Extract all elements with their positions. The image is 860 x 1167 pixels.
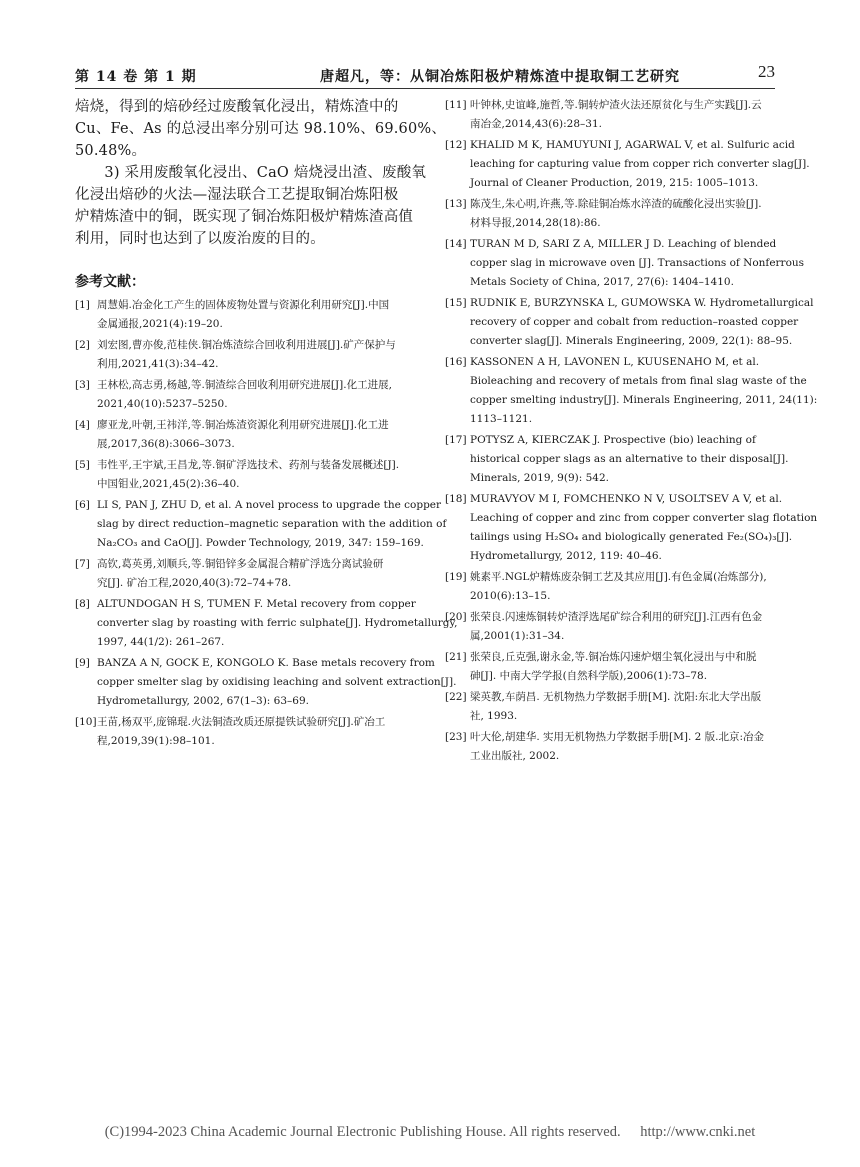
reference-number: [19] — [445, 571, 467, 583]
reference-line: 程,2019,39(1):98–101. — [97, 735, 215, 747]
body-line: 焙烧，得到的焙砂经过废酸氧化浸出，精炼渣中的 — [75, 99, 399, 115]
reference-number: [21] — [445, 651, 467, 663]
reference-line: converter slag by roasting with ferric sulphate[J]. Hydrometallurgy, — [97, 617, 458, 629]
reference-number: [9] — [75, 657, 90, 669]
reference-item — [445, 608, 785, 646]
reference-line: tailings using H₂SO₄ and biologically generated Fe₂(SO₄)₃[J]. — [470, 531, 793, 543]
reference-item — [445, 568, 785, 606]
reference-line: 砷[J]. 中南大学学报(自然科学版),2006(1):73–78. — [470, 670, 708, 682]
body-line: 化浸出焙砂的火法—湿法联合工艺提取铜冶炼阳极 — [75, 187, 399, 203]
reference-line: LI S, PAN J, ZHU D, et al. A novel process to upgrade the copper — [97, 499, 442, 511]
reference-item — [445, 136, 810, 193]
reference-line: Hydrometallurgy, 2012, 119: 40–46. — [470, 550, 662, 562]
copyright-text: (C)1994-2023 China Academic Journal Electronic Publishing House. All rights reserved. — [104, 1124, 621, 1140]
reference-item — [445, 648, 785, 686]
reference-line: 2021,40(10):5237–5250. — [97, 398, 228, 410]
reference-number: [22] — [445, 691, 467, 703]
reference-number: [20] — [445, 611, 467, 623]
reference-line: 究[J]. 矿冶工程,2020,40(3):72–74+78. — [97, 577, 292, 589]
reference-number: [10] — [75, 716, 97, 728]
cnki-link[interactable]: http://www.cnki.net — [640, 1124, 756, 1140]
reference-line: 王苗,杨双平,庞锦琨.火法铜渣改质还原提铁试验研究[J].矿冶工 — [97, 716, 386, 728]
reference-line: 刘宏图,曹亦俊,范桂侠.铜冶炼渣综合回收利用进展[J].矿产保护与 — [97, 339, 396, 351]
reference-line: recovery of copper and cobalt from reduction–roasted copper — [470, 316, 799, 328]
reference-line: 王林松,高志勇,杨越,等.铜渣综合回收利用研究进展[J].化工进展, — [97, 379, 392, 391]
reference-line: 2010(6):13–15. — [470, 590, 551, 602]
reference-item — [75, 376, 433, 414]
reference-item — [75, 336, 433, 374]
reference-number: [3] — [75, 379, 90, 391]
body-line: Cu、Fe、As 的总浸出率分别可达 98.10%、69.60%、 — [75, 121, 447, 137]
reference-number: [23] — [445, 731, 467, 743]
reference-item — [445, 688, 785, 726]
reference-number: [18] — [445, 493, 467, 505]
reference-line: 中国钼业,2021,45(2):36–40. — [97, 478, 240, 490]
header-rule — [75, 88, 775, 89]
reference-line: Minerals, 2019, 9(9): 542. — [470, 472, 609, 484]
reference-item — [75, 713, 433, 751]
reference-number: [7] — [75, 558, 90, 570]
reference-line: copper slag in microwave oven [J]. Transactions of Nonferrous — [470, 257, 805, 269]
reference-line: Leaching of copper and zinc from copper converter slag flotation — [470, 512, 818, 524]
reference-number: [12] — [445, 139, 467, 151]
reference-item — [445, 728, 785, 766]
reference-line: 材料导报,2014,28(18):86. — [470, 217, 601, 229]
reference-line: 梁英教,车荫昌. 无机物热力学数据手册[M]. 沈阳:东北大学出版 — [470, 691, 762, 703]
reference-number: [4] — [75, 419, 90, 431]
reference-line: 属,2001(1):31–34. — [470, 630, 565, 642]
reference-item — [75, 416, 433, 454]
page-number: 23 — [758, 62, 775, 81]
body-line: 利用，同时也达到了以废治废的目的。 — [75, 231, 325, 247]
reference-line: slag by direct reduction–magnetic separation with the addition of — [97, 518, 447, 530]
reference-item — [75, 296, 433, 334]
reference-line: copper smelting industry[J]. Minerals Engineering, 2011, 24(11): — [470, 394, 818, 406]
reference-item — [445, 195, 785, 233]
reference-line: 韦性平,王宇斌,王昌龙,等.铜矿浮选技术、药剂与装备发展概述[J]. — [97, 459, 400, 471]
reference-line: 工业出版社, 2002. — [470, 750, 560, 762]
reference-line: Metals Society of China, 2017, 27(6): 1404–1410. — [470, 276, 734, 288]
reference-line: Na₂CO₃ and CaO[J]. Powder Technology, 2019, 347: 159–169. — [97, 537, 424, 549]
reference-item — [75, 496, 447, 553]
reference-number: [2] — [75, 339, 90, 351]
reference-number: [1] — [75, 299, 90, 311]
reference-line: 南冶金,2014,43(6):28–31. — [470, 118, 602, 130]
right-column — [445, 96, 818, 768]
reference-line: 展,2017,36(8):3066–3073. — [97, 438, 235, 450]
reference-number: [17] — [445, 434, 467, 446]
reference-line: TURAN M D, SARI Z A, MILLER J D. Leaching of blended — [470, 238, 777, 250]
reference-item — [445, 431, 789, 488]
reference-line: 社, 1993. — [470, 710, 518, 722]
references-heading: 参考文献： — [75, 274, 145, 290]
body-line: 3) 采用废酸氧化浸出、CaO 焙烧浸出渣、废酸氧 — [75, 165, 427, 181]
reference-number: [6] — [75, 499, 90, 511]
reference-line: 陈茂生,朱心明,许燕,等.除硅铜冶炼水淬渣的硫酸化浸出实验[J]. — [470, 198, 762, 210]
reference-number: [11] — [445, 99, 467, 111]
reference-line: Journal of Cleaner Production, 2019, 215: 1005–1013. — [470, 177, 759, 189]
reference-line: BANZA A N, GOCK E, KONGOLO K. Base metals recovery from — [97, 657, 435, 669]
reference-number: [8] — [75, 598, 90, 610]
reference-number: [15] — [445, 297, 467, 309]
reference-number: [5] — [75, 459, 90, 471]
reference-line: 金属通报,2021(4):19–20. — [97, 318, 223, 330]
reference-line: 利用,2021,41(3):34–42. — [97, 358, 219, 370]
reference-item — [445, 490, 818, 566]
reference-item — [75, 456, 433, 494]
reference-line: historical copper slags as an alternative to their disposal[J]. — [470, 453, 789, 465]
reference-item — [75, 555, 433, 593]
reference-number: [13] — [445, 198, 467, 210]
reference-line: 张荣良.闪速炼铜转炉渣浮选尾矿综合利用的研究[J].江西有色金 — [470, 611, 763, 623]
body-line: 炉精炼渣中的铜，既实现了铜冶炼阳极炉精炼渣高值 — [75, 209, 414, 225]
journal-volume-issue: 第 14 卷 第 1 期 — [75, 69, 197, 85]
reference-list-right — [445, 96, 818, 766]
reference-line: POTYSZ A, KIERCZAK J. Prospective (bio) leaching of — [470, 434, 756, 446]
reference-line: 1113–1121. — [470, 413, 533, 425]
reference-line: leaching for capturing value from copper rich converter slag[J]. — [470, 158, 810, 170]
reference-line: 叶大伦,胡建华. 实用无机物热力学数据手册[M]. 2 版.北京:冶金 — [470, 731, 765, 743]
reference-item — [445, 235, 805, 292]
reference-number: [14] — [445, 238, 467, 250]
reference-line: 周慧娟.冶金化工产生的固体废物处置与资源化利用研究[J].中国 — [97, 299, 390, 311]
reference-item — [445, 96, 785, 134]
reference-line: 高钦,葛英勇,刘顺兵,等.铜铅锌多金属混合精矿浮选分离试验研 — [97, 558, 384, 570]
reference-item — [445, 353, 818, 429]
reference-line: MURAVYOV M I, FOMCHENKO N V, USOLTSEV A V, et al. — [470, 493, 783, 505]
reference-number: [16] — [445, 356, 467, 368]
reference-line: ALTUNDOGAN H S, TUMEN F. Metal recovery from copper — [97, 598, 416, 610]
reference-line: Bioleaching and recovery of metals from final slag waste of the — [470, 375, 807, 387]
reference-line: Hydrometallurgy, 2002, 67(1–3): 63–69. — [97, 695, 309, 707]
reference-line: converter slag[J]. Minerals Engineering, 2009, 22(1): 88–95. — [470, 335, 793, 347]
reference-line: 叶钟林,史谊峰,施哲,等.铜转炉渣火法还原贫化与生产实践[J].云 — [470, 99, 762, 111]
reference-line: copper smelter slag by oxidising leaching and solvent extraction[J]. — [97, 676, 457, 688]
reference-line: 张荣良,丘克强,谢永金,等.铜冶炼闪速炉烟尘氧化浸出与中和脱 — [470, 651, 757, 663]
reference-line: 廖亚龙,叶朝,王祎洋,等.铜冶炼渣资源化利用研究进展[J].化工进 — [97, 419, 389, 431]
article-running-title: 唐超凡，等：从铜冶炼阳极炉精炼渣中提取铜工艺研究 — [320, 69, 680, 85]
reference-item — [445, 294, 814, 351]
reference-line: RUDNIK E, BURZYNSKA L, GUMOWSKA W. Hydrometallurgical — [470, 297, 814, 309]
running-header — [75, 60, 775, 90]
copyright-footer — [0, 1124, 860, 1141]
reference-line: 姚素平.NGL炉精炼废杂铜工艺及其应用[J].有色金属(冶炼部分), — [470, 571, 767, 583]
conclusion-text — [75, 96, 447, 250]
reference-line: KASSONEN A H, LAVONEN L, KUUSENAHO M, et al. — [470, 356, 760, 368]
reference-line: KHALID M K, HAMUYUNI J, AGARWAL V, et al. Sulfuric acid — [470, 139, 795, 151]
reference-line: 1997, 44(1/2): 261–267. — [97, 636, 225, 648]
body-line: 50.48%。 — [75, 143, 147, 159]
